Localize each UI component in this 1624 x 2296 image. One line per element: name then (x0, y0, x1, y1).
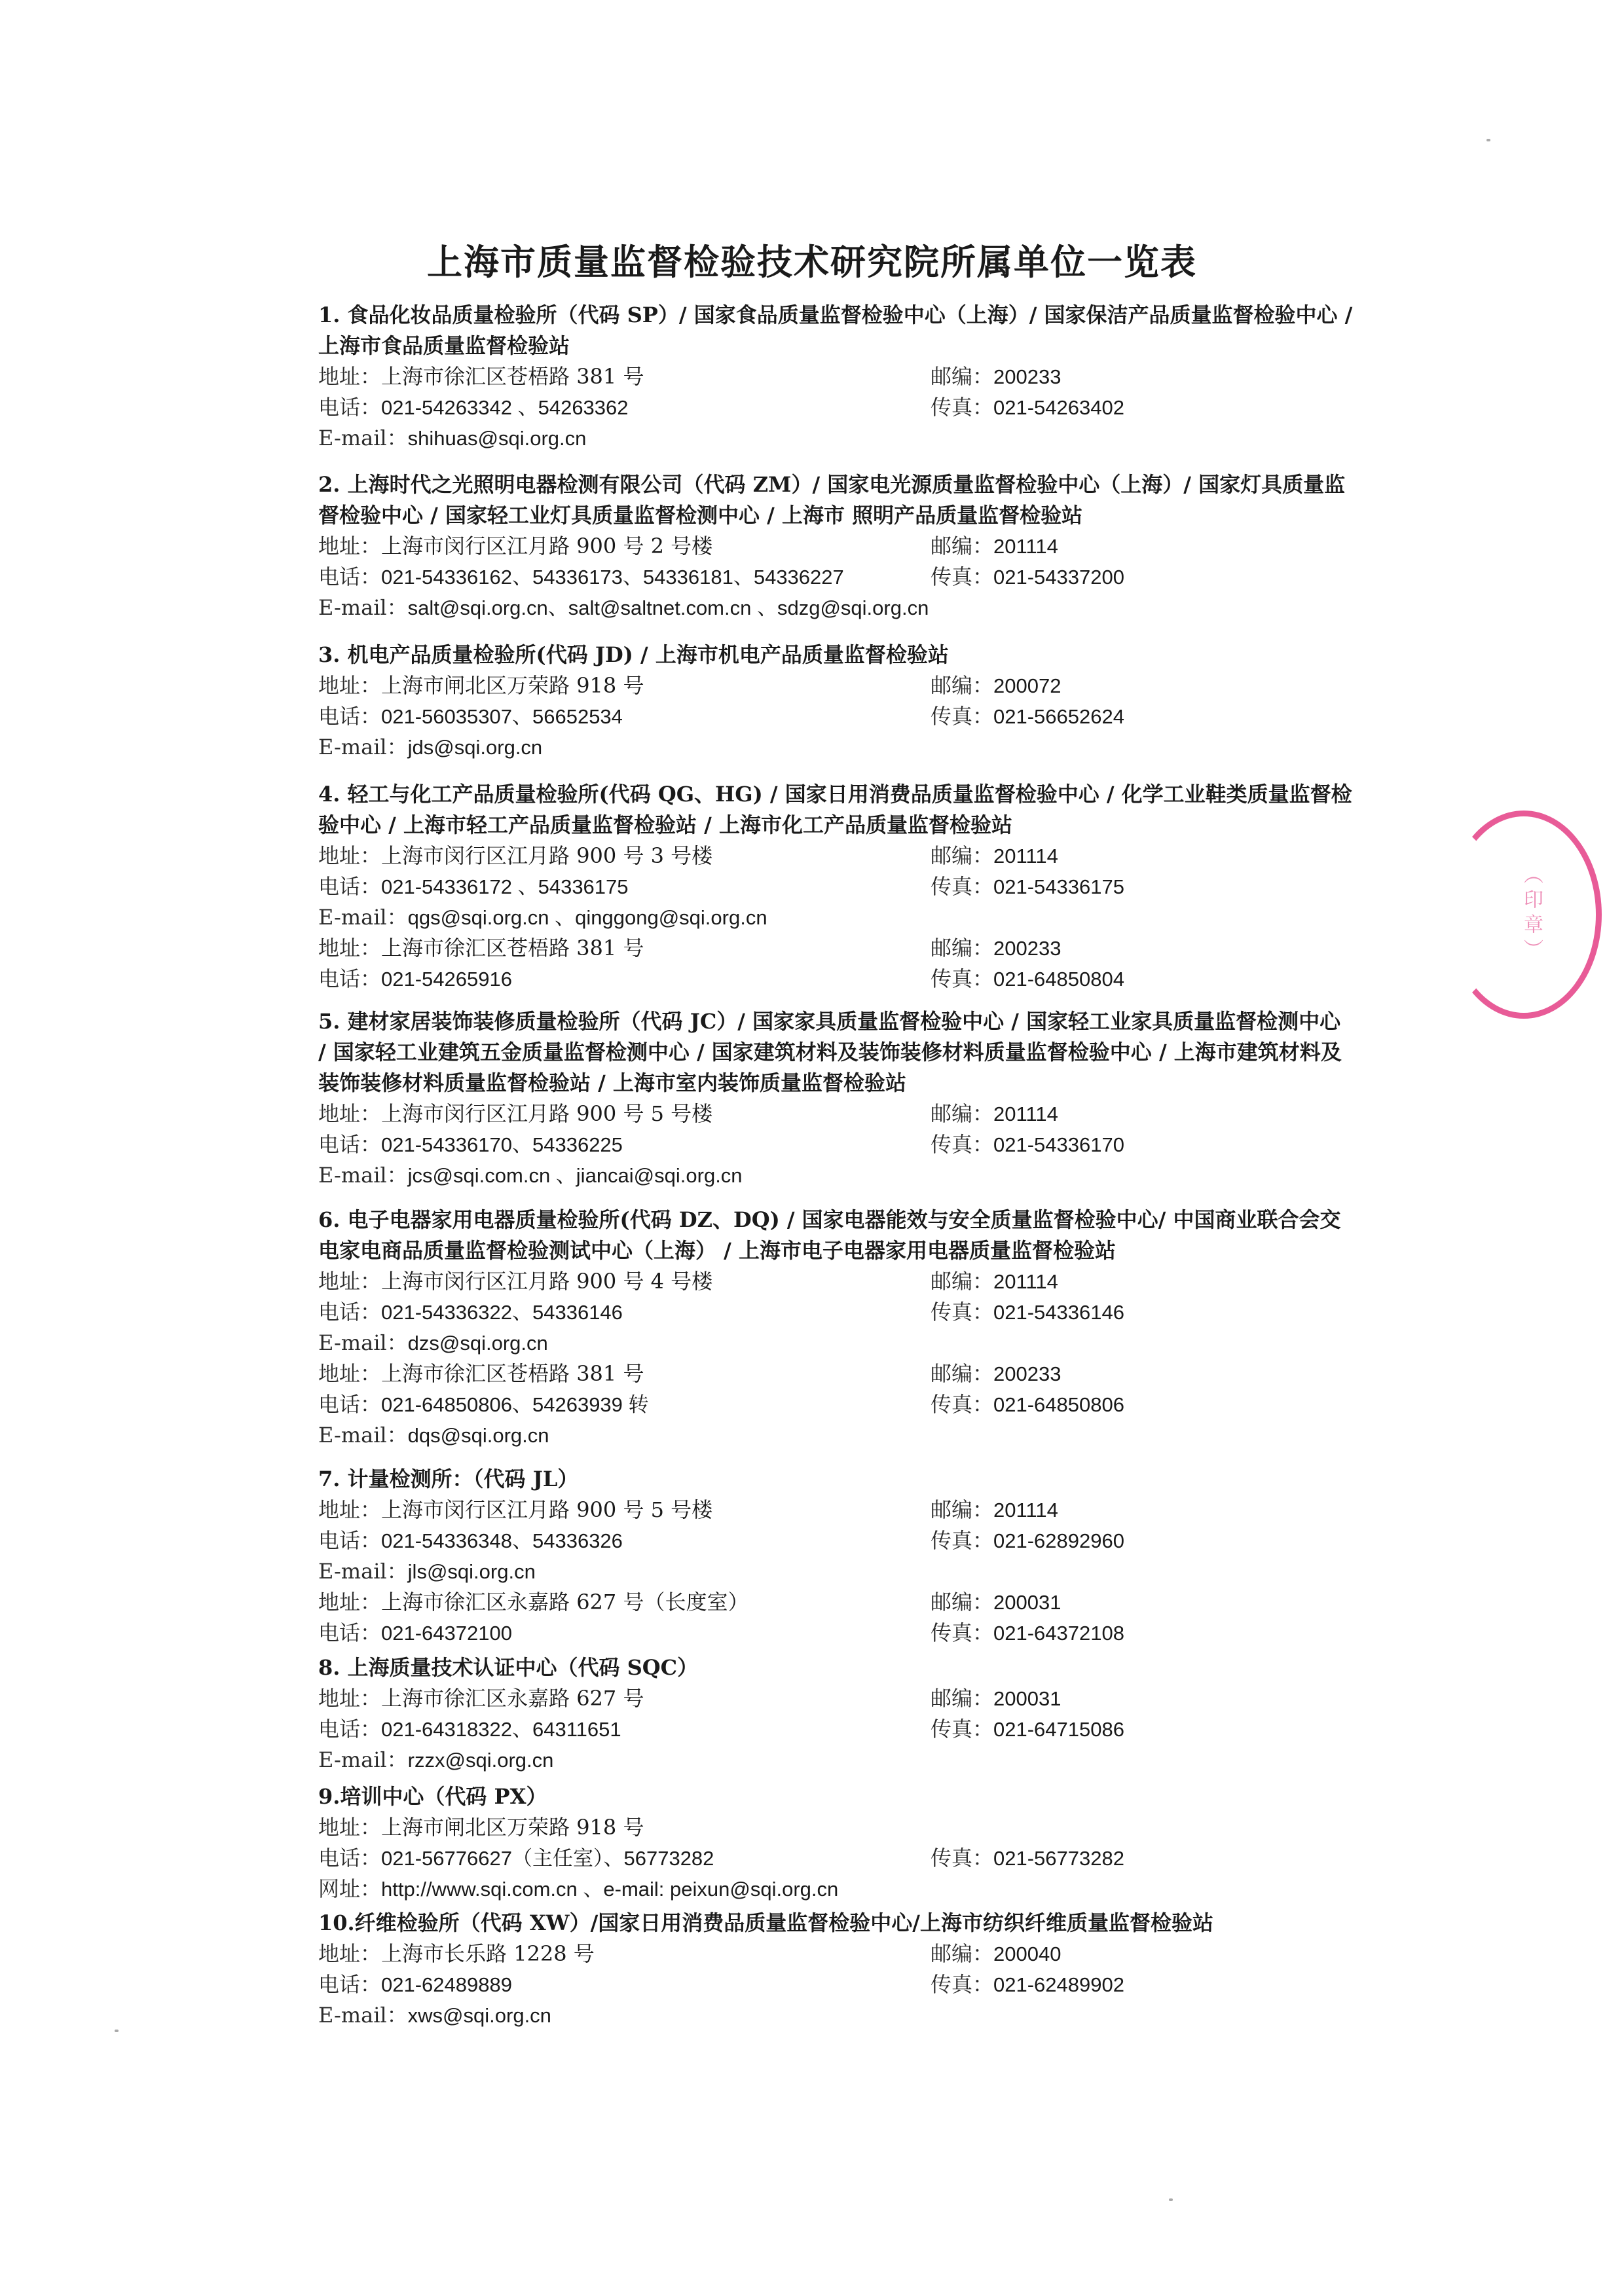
postcode-value: 200233 (993, 365, 1061, 388)
phone-row (318, 1618, 1353, 1649)
address-label: 地址： (318, 843, 382, 868)
email-label: E-mail： (318, 1423, 408, 1448)
postcode-cell (931, 1266, 1058, 1297)
email-value: rzzx@sqi.org.cn (407, 1749, 554, 1772)
unit-entry (318, 1781, 1353, 1904)
address-value: 上海市闵行区江月路 900 号 5 号楼 (381, 1497, 713, 1522)
phone-row (318, 1297, 1353, 1328)
phone-label: 电话： (318, 1392, 382, 1417)
email-label: E-mail： (318, 1747, 408, 1772)
unit-entry (318, 1464, 1353, 1649)
fax-cell (931, 701, 1124, 732)
email-label: E-mail： (318, 905, 408, 930)
fax-cell (931, 1389, 1124, 1420)
fax-label: 传真： (931, 1972, 994, 1997)
seal-text: （印章） (1520, 864, 1543, 964)
unit-entry (318, 300, 1353, 454)
phone-label: 电话： (318, 1528, 382, 1553)
fax-value: 021-64715086 (993, 1718, 1124, 1741)
address-value: 上海市闵行区江月路 900 号 4 号楼 (381, 1269, 713, 1294)
fax-cell (931, 562, 1124, 592)
postcode-cell (931, 1099, 1058, 1129)
address-label: 地址： (318, 673, 382, 698)
phone-label: 电话： (318, 395, 382, 420)
postcode-value: 200040 (993, 1942, 1061, 1965)
phone-value: 021-54336172 、54336175 (381, 875, 629, 898)
phone-value: 021-56776627（主任室）、56773282 (381, 1847, 714, 1870)
phone-label: 电话： (318, 704, 382, 729)
email-label: E-mail： (318, 595, 408, 620)
phone-row (318, 562, 1353, 592)
postcode-value: 200072 (993, 674, 1061, 697)
postcode-label: 邮编： (931, 1686, 994, 1711)
email-value: jcs@sqi.com.cn 、jiancai@sqi.org.cn (407, 1164, 743, 1187)
fax-value: 021-64850804 (993, 968, 1124, 991)
phone-row (318, 392, 1353, 423)
email-row (318, 1556, 1353, 1587)
fax-cell (931, 964, 1124, 994)
address-value: 上海市闸北区万荣路 918 号 (381, 1815, 644, 1840)
email-row (318, 732, 1353, 763)
unit-heading: 6. 电子电器家用电器质量检验所(代码 DZ、DQ) / 国家电器能效与安全质量监督检验中心/ 中国商业联合会交电家电商品质量监督检验测试中心（上海） / 上海市电子电器家用电器质量监督检验站 (318, 1207, 1341, 1263)
phone-row (318, 871, 1353, 902)
scan-speck (1169, 2198, 1173, 2201)
email-value: jds@sqi.org.cn (407, 736, 543, 759)
fax-value: 021-64850806 (993, 1393, 1124, 1416)
unit-heading: 4. 轻工与化工产品质量检验所(代码 QG、HG) / 国家日用消费品质量监督检验中心 / 化学工业鞋类质量监督检验中心 / 上海市轻工产品质量监督检验站 / 上海市化工产品质量监督检验站 (318, 782, 1352, 837)
email-label: E-mail： (318, 1330, 408, 1355)
unit-entry (318, 1006, 1353, 1191)
email-row (318, 902, 1353, 933)
postcode-label: 邮编： (931, 1269, 994, 1294)
postcode-value: 201114 (993, 845, 1058, 867)
postcode-value: 200031 (993, 1591, 1061, 1614)
email-value: xws@sqi.org.cn (407, 2004, 551, 2027)
address-row (318, 1266, 1353, 1297)
postcode-label: 邮编： (931, 1941, 994, 1966)
fax-value: 021-54337200 (993, 566, 1124, 589)
address-value: 上海市徐汇区永嘉路 627 号（长度室） (381, 1590, 749, 1614)
fax-value: 021-54336170 (993, 1133, 1124, 1156)
fax-label: 传真： (931, 1132, 994, 1157)
address-value: 上海市闵行区江月路 900 号 5 号楼 (381, 1101, 713, 1126)
address-label: 地址： (318, 1941, 382, 1966)
fax-label: 传真： (931, 1300, 994, 1324)
fax-cell (931, 1618, 1124, 1649)
unit-heading: 3. 机电产品质量检验所(代码 JD) / 上海市机电产品质量监督检验站 (318, 642, 949, 667)
phone-label: 电话： (318, 1846, 382, 1870)
phone-value: 021-64318322、64311651 (381, 1718, 621, 1741)
address-value: 上海市长乐路 1228 号 (381, 1941, 595, 1966)
phone-label: 电话： (318, 1717, 382, 1741)
email-label: E-mail： (318, 1163, 408, 1188)
phone-row (318, 1389, 1353, 1420)
postcode-cell (931, 361, 1061, 392)
fax-label: 传真： (931, 395, 994, 420)
address-label: 地址： (318, 1686, 382, 1711)
address-label: 地址： (318, 1815, 382, 1840)
address-row (318, 1939, 1353, 1969)
postcode-cell (931, 1587, 1061, 1618)
address-row (318, 1099, 1353, 1129)
phone-label: 电话： (318, 1300, 382, 1324)
phone-row (318, 1525, 1353, 1556)
unit-entry (318, 1205, 1353, 1451)
phone-value: 021-54336322、54336146 (381, 1301, 623, 1324)
phone-label: 电话： (318, 966, 382, 991)
address-label: 地址： (318, 1101, 382, 1126)
postcode-cell (931, 933, 1061, 964)
postcode-value: 200031 (993, 1687, 1061, 1710)
fax-value: 021-54336146 (993, 1301, 1124, 1324)
fax-cell (931, 1525, 1124, 1556)
fax-cell (931, 871, 1124, 902)
address-label: 地址： (318, 364, 382, 389)
address-row (318, 1358, 1353, 1389)
fax-value: 021-54263402 (993, 396, 1124, 419)
address-label: 地址： (318, 936, 382, 960)
fax-cell (931, 1969, 1124, 2000)
address-label: 地址： (318, 1269, 382, 1294)
phone-value: 021-54336348、54336326 (381, 1529, 623, 1552)
phone-row (318, 1714, 1353, 1745)
postcode-cell (931, 531, 1058, 562)
phone-value: 021-64850806、54263939 转 (381, 1393, 649, 1416)
fax-cell (931, 1297, 1124, 1328)
fax-value: 021-64372108 (993, 1622, 1124, 1645)
unit-heading: 8. 上海质量技术认证中心（代码 SQC） (318, 1655, 699, 1680)
address-value: 上海市徐汇区苍梧路 381 号 (381, 1361, 644, 1386)
address-label: 地址： (318, 1361, 382, 1386)
fax-label: 传真： (931, 1620, 994, 1645)
web-label: 网址： (318, 1876, 382, 1901)
email-label: E-mail： (318, 1559, 408, 1584)
unit-entry (318, 469, 1353, 623)
postcode-cell (931, 1683, 1061, 1714)
phone-row (318, 1843, 1353, 1874)
email-row (318, 2000, 1353, 2031)
fax-value: 021-54336175 (993, 875, 1124, 898)
scan-speck (1486, 139, 1490, 141)
unit-heading: 2. 上海时代之光照明电器检测有限公司（代码 ZM）/ 国家电光源质量监督检验中心（上海）/ 国家灯具质量监督检验中心 / 国家轻工业灯具质量监督检测中心 / 上海市 照明产品质量监督检验站 (318, 472, 1346, 528)
address-row (318, 531, 1353, 562)
phone-row (318, 701, 1353, 732)
postcode-label: 邮编： (931, 1590, 994, 1614)
phone-value: 021-54336162、54336173、54336181、54336227 (381, 566, 844, 589)
postcode-cell (931, 1495, 1058, 1525)
phone-row (318, 964, 1353, 994)
phone-label: 电话： (318, 564, 382, 589)
fax-cell (931, 1843, 1124, 1874)
address-value: 上海市徐汇区永嘉路 627 号 (381, 1686, 644, 1711)
postcode-cell (931, 841, 1058, 871)
email-value: qgs@sqi.org.cn 、qinggong@sqi.org.cn (407, 906, 767, 929)
fax-label: 传真： (931, 1717, 994, 1741)
address-value: 上海市闸北区万荣路 918 号 (381, 673, 644, 698)
phone-label: 电话： (318, 1620, 382, 1645)
fax-label: 传真： (931, 564, 994, 589)
email-value: jls@sqi.org.cn (407, 1560, 536, 1583)
phone-row (318, 1969, 1353, 2000)
address-value: 上海市徐汇区苍梧路 381 号 (381, 364, 644, 389)
fax-value: 021-56773282 (993, 1847, 1124, 1870)
fax-value: 021-62892960 (993, 1529, 1124, 1552)
postcode-label: 邮编： (931, 1361, 994, 1386)
web-value: http://www.sqi.com.cn 、e-mail: peixun@sqi.org.cn (381, 1878, 839, 1901)
address-label: 地址： (318, 1497, 382, 1522)
postcode-label: 邮编： (931, 364, 994, 389)
email-label: E-mail： (318, 426, 408, 450)
email-row (318, 1328, 1353, 1358)
postcode-value: 200233 (993, 937, 1061, 960)
address-row (318, 841, 1353, 871)
address-label: 地址： (318, 534, 382, 558)
phone-value: 021-54336170、54336225 (381, 1133, 623, 1156)
email-label: E-mail： (318, 2003, 408, 2028)
phone-value: 021-62489889 (381, 1973, 512, 1996)
phone-label: 电话： (318, 1132, 382, 1157)
email-value: dzs@sqi.org.cn (407, 1332, 548, 1355)
email-value: dqs@sqi.org.cn (407, 1424, 549, 1447)
unit-heading: 9.培训中心（代码 PX） (318, 1784, 547, 1809)
address-row (318, 670, 1353, 701)
postcode-label: 邮编： (931, 534, 994, 558)
email-row (318, 592, 1353, 623)
fax-cell (931, 392, 1124, 423)
email-row (318, 1160, 1353, 1191)
email-value: salt@sqi.org.cn、salt@saltnet.com.cn 、sdzg@sqi.org.cn (407, 596, 929, 619)
unit-heading: 1. 食品化妆品质量检验所（代码 SP）/ 国家食品质量监督检验中心（上海）/ 国家保洁产品质量监督检验中心 / 上海市食品质量监督检验站 (318, 302, 1353, 358)
unit-entry (318, 779, 1353, 994)
fax-cell (931, 1714, 1124, 1745)
fax-label: 传真： (931, 966, 994, 991)
postcode-cell (931, 1939, 1061, 1969)
email-row (318, 423, 1353, 454)
postcode-label: 邮编： (931, 1101, 994, 1126)
email-row (318, 1745, 1353, 1776)
email-row (318, 1420, 1353, 1451)
postcode-label: 邮编： (931, 936, 994, 960)
unit-entry (318, 1908, 1353, 2031)
address-row (318, 1683, 1353, 1714)
phone-label: 电话： (318, 874, 382, 899)
fax-label: 传真： (931, 1392, 994, 1417)
postcode-label: 邮编： (931, 843, 994, 868)
unit-entry (318, 640, 1353, 763)
postcode-cell (931, 670, 1061, 701)
email-value: shihuas@sqi.org.cn (407, 427, 587, 450)
address-value: 上海市徐汇区苍梧路 381 号 (381, 936, 644, 960)
address-label: 地址： (318, 1590, 382, 1614)
phone-row (318, 1129, 1353, 1160)
address-value: 上海市闵行区江月路 900 号 2 号楼 (381, 534, 713, 558)
fax-value: 021-62489902 (993, 1973, 1124, 1996)
fax-value: 021-56652624 (993, 705, 1124, 728)
fax-label: 传真： (931, 1846, 994, 1870)
postcode-value: 201114 (993, 1270, 1058, 1293)
address-row (318, 361, 1353, 392)
postcode-value: 201114 (993, 535, 1058, 558)
unit-heading: 5. 建材家居装饰装修质量检验所（代码 JC）/ 国家家具质量监督检验中心 / 国家轻工业家具质量监督检测中心 / 国家轻工业建筑五金质量监督检测中心 / 国家建筑材料及装饰装修材料质量监督检验中心 / 上海市建筑材料及装饰装修材料质量监督检验站 / 上海市室内装饰质量监督检验站 (318, 1009, 1342, 1095)
fax-label: 传真： (931, 1528, 994, 1553)
email-label: E-mail： (318, 735, 408, 759)
unit-heading: 7. 计量检测所：（代码 JL） (318, 1467, 579, 1491)
phone-value: 021-56035307、56652534 (381, 705, 623, 728)
phone-value: 021-54263342 、54263362 (381, 396, 629, 419)
fax-label: 传真： (931, 874, 994, 899)
page-title: 上海市质量监督检验技术研究院所属单位一览表 (427, 241, 1197, 283)
web-row (318, 1874, 1353, 1904)
scan-speck (115, 2030, 119, 2032)
postcode-label: 邮编： (931, 673, 994, 698)
unit-entry (318, 1652, 1353, 1776)
postcode-value: 201114 (993, 1499, 1058, 1522)
phone-value: 021-64372100 (381, 1622, 512, 1645)
address-row (318, 933, 1353, 964)
address-row (318, 1587, 1353, 1618)
phone-value: 021-54265916 (381, 968, 512, 991)
address-row (318, 1812, 1353, 1843)
postcode-value: 200233 (993, 1362, 1061, 1385)
postcode-cell (931, 1358, 1061, 1389)
postcode-value: 201114 (993, 1102, 1058, 1125)
phone-label: 电话： (318, 1972, 382, 1997)
address-row (318, 1495, 1353, 1525)
fax-label: 传真： (931, 704, 994, 729)
postcode-label: 邮编： (931, 1497, 994, 1522)
unit-heading: 10.纤维检验所（代码 XW）/国家日用消费品质量监督检验中心/上海市纺织纤维质量监督检验站 (318, 1910, 1213, 1935)
address-value: 上海市闵行区江月路 900 号 3 号楼 (381, 843, 713, 868)
fax-cell (931, 1129, 1124, 1160)
